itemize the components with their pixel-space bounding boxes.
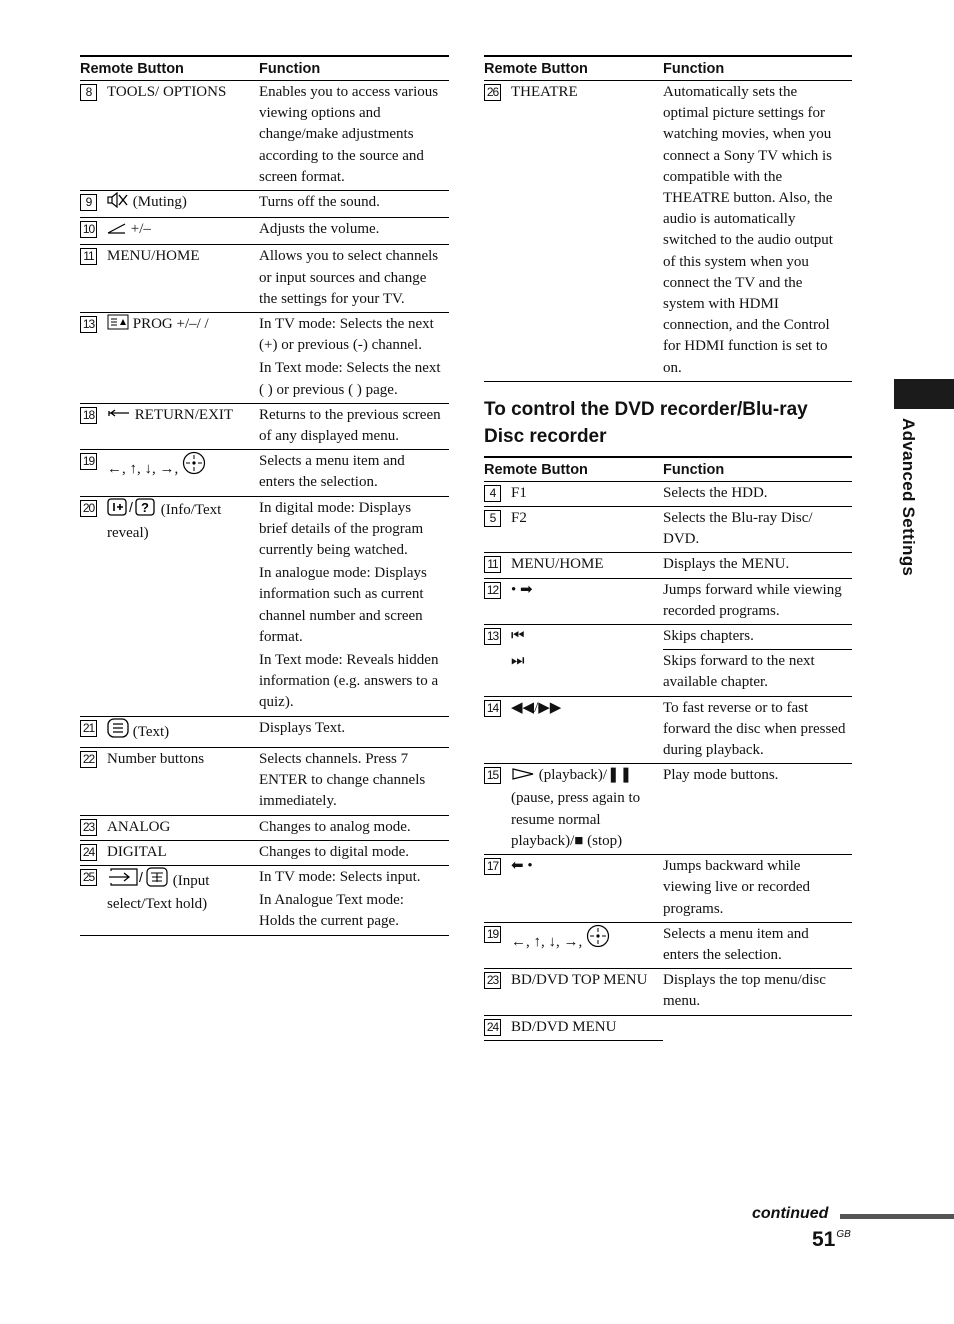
header-function: Function bbox=[663, 457, 852, 482]
button-cell-content bbox=[80, 867, 255, 915]
function-text: Changes to digital mode. bbox=[259, 843, 409, 860]
button-number: 12 bbox=[484, 582, 501, 599]
function-text: Selects a menu item and enters the selection. bbox=[259, 453, 405, 491]
remote-button-cell bbox=[484, 764, 663, 855]
button-number: 19 bbox=[80, 453, 97, 470]
table-row bbox=[484, 969, 852, 1015]
button-label: RETURN/EXIT bbox=[134, 406, 234, 423]
table-row bbox=[484, 696, 852, 764]
table-row bbox=[484, 578, 852, 624]
function-text: Turns off the sound. bbox=[259, 194, 380, 211]
remote-button-cell bbox=[484, 481, 663, 506]
page-number bbox=[812, 1228, 851, 1252]
button-cell-content bbox=[484, 1017, 659, 1038]
function-cell bbox=[663, 81, 852, 382]
function-cell bbox=[259, 245, 449, 313]
button-label: TOOLS/ OPTIONS bbox=[107, 84, 227, 100]
remote-button-cell bbox=[80, 865, 259, 935]
side-tab-marker bbox=[894, 379, 954, 409]
remote-button-cell bbox=[80, 716, 259, 747]
table-row bbox=[80, 245, 449, 313]
button-label: ◀◀/▶▶ bbox=[511, 699, 562, 716]
button-label: (playback)/❚❚ (pause, press again to resume normal playback)/■ (stop) bbox=[511, 767, 641, 849]
function-text: In analogue mode: Displays information such as current channel number and screen format. bbox=[259, 565, 427, 645]
button-label: ←, ↑, ↓, →, bbox=[107, 461, 179, 478]
button-cell-content bbox=[80, 405, 255, 428]
header-remote-button: Remote Button bbox=[484, 457, 663, 482]
function-text: Automatically sets the optimal picture settings for watching movies, when you connect a Sony TV which is compatible with the THEATRE button. Also, the audio is automatically switched to the audio output of this system when you connect the TV and the system with HDMI connection, and the Control for HDMI function is set to on. bbox=[663, 84, 833, 376]
button-label: ⏮ bbox=[511, 628, 525, 645]
function-cell bbox=[259, 450, 449, 496]
remote-button-cell bbox=[80, 496, 259, 716]
function-cell bbox=[663, 764, 852, 855]
button-number: 13 bbox=[484, 628, 501, 645]
button-number: 20 bbox=[80, 500, 97, 517]
button-number: 17 bbox=[484, 858, 501, 875]
remote-button-cell bbox=[80, 450, 259, 496]
button-label-group bbox=[511, 970, 659, 991]
button-cell-content bbox=[80, 192, 255, 215]
table-row bbox=[80, 716, 449, 747]
button-label: ←, ↑, ↓, →, bbox=[511, 933, 583, 950]
table-row bbox=[80, 218, 449, 245]
function-cell bbox=[663, 969, 852, 1015]
button-number: 26 bbox=[484, 84, 501, 101]
button-number: 13 bbox=[80, 316, 97, 333]
side-tab-label: Advanced Settings bbox=[899, 418, 918, 577]
button-number: 8 bbox=[80, 84, 97, 101]
button-label-group bbox=[107, 82, 255, 103]
button-label-group bbox=[511, 651, 659, 672]
function-text: Changes to analog mode. bbox=[259, 818, 411, 835]
button-label: (Muting) bbox=[132, 194, 187, 211]
remote-button-cell bbox=[484, 553, 663, 578]
button-label-group bbox=[107, 192, 255, 215]
function-cell bbox=[259, 191, 449, 218]
button-label: (Input select/Text hold) bbox=[107, 872, 210, 913]
button-cell-content bbox=[80, 749, 255, 770]
svg-text:/: / bbox=[139, 868, 143, 885]
function-cell bbox=[259, 840, 449, 865]
button-label: F2 bbox=[511, 510, 527, 527]
button-label-group bbox=[511, 483, 659, 504]
function-text: Displays the MENU. bbox=[663, 556, 790, 573]
button-label-group bbox=[107, 718, 255, 745]
button-label-group bbox=[511, 554, 659, 575]
function-cell bbox=[259, 496, 449, 716]
remote-button-table-right-bottom bbox=[484, 456, 852, 1041]
button-number: 23 bbox=[484, 972, 501, 989]
header-remote-button: Remote Button bbox=[80, 56, 259, 81]
remote-button-cell bbox=[80, 815, 259, 840]
button-cell-content bbox=[484, 698, 659, 719]
function-text: To fast reverse or to fast forward the disc when pressed during playback. bbox=[663, 699, 846, 759]
header-remote-button: Remote Button bbox=[484, 56, 663, 81]
button-label: DIGITAL bbox=[107, 843, 167, 860]
table-row bbox=[80, 496, 449, 716]
return-icon bbox=[107, 407, 131, 428]
button-label: ⬅ • bbox=[511, 858, 533, 875]
button-label-group bbox=[511, 1017, 659, 1038]
button-label: ANALOG bbox=[107, 818, 171, 835]
button-number: 14 bbox=[484, 700, 501, 717]
table-row bbox=[484, 855, 852, 923]
button-number: 11 bbox=[484, 556, 501, 573]
function-text: Enables you to access various viewing options and change/make adjustments according to the source and screen format. bbox=[259, 84, 439, 185]
remote-button-cell bbox=[484, 855, 663, 923]
svg-text:/: / bbox=[129, 498, 133, 515]
remote-button-cell bbox=[80, 191, 259, 218]
button-number: 15 bbox=[484, 767, 501, 784]
table-row bbox=[484, 764, 852, 855]
function-text: In Text mode: Selects the next ( ) or previous ( ) page. bbox=[259, 360, 441, 398]
remote-button-cell bbox=[80, 245, 259, 313]
right-column bbox=[484, 55, 852, 1041]
volume-icon bbox=[107, 221, 127, 242]
button-cell-content bbox=[484, 856, 659, 877]
function-text: Selects the HDD. bbox=[663, 484, 768, 501]
button-label-group bbox=[511, 580, 659, 601]
remote-button-cell bbox=[484, 1015, 663, 1040]
table-row bbox=[80, 403, 449, 449]
button-cell-content bbox=[484, 82, 659, 103]
remote-button-cell bbox=[484, 507, 663, 553]
remote-button-cell bbox=[484, 578, 663, 624]
function-text: Allows you to select channels or input sources and change the settings for your TV. bbox=[259, 248, 439, 307]
button-cell-content bbox=[484, 580, 659, 601]
button-cell-content bbox=[80, 842, 255, 863]
button-label-group bbox=[107, 749, 255, 770]
button-label: THEATRE bbox=[511, 84, 578, 100]
button-label-group bbox=[511, 508, 659, 529]
button-label-group bbox=[511, 856, 659, 877]
remote-button-cell bbox=[484, 625, 663, 650]
function-text: In Analogue Text mode: Holds the current page. bbox=[259, 892, 404, 930]
function-text: Jumps backward while viewing live or recorded programs. bbox=[663, 858, 811, 917]
button-number: 23 bbox=[80, 819, 97, 836]
table-row bbox=[80, 815, 449, 840]
function-cell bbox=[663, 625, 852, 650]
page-number-suffix: GB bbox=[836, 1229, 851, 1240]
remote-button-cell bbox=[80, 403, 259, 449]
function-cell bbox=[663, 1015, 852, 1040]
button-label: PROG +/–/ / bbox=[132, 316, 209, 333]
button-label: BD/DVD TOP MENU bbox=[511, 972, 648, 989]
table-row bbox=[80, 191, 449, 218]
function-cell bbox=[259, 81, 449, 191]
button-number: 9 bbox=[80, 194, 97, 211]
input-hold-icon bbox=[107, 867, 169, 894]
button-label-group bbox=[107, 498, 255, 544]
svg-text:?: ? bbox=[141, 499, 149, 515]
table-row bbox=[484, 81, 852, 382]
remote-button-cell bbox=[484, 696, 663, 764]
table-row bbox=[80, 840, 449, 865]
left-column bbox=[80, 55, 449, 936]
button-cell-content bbox=[80, 498, 255, 544]
remote-button-cell bbox=[484, 922, 663, 968]
button-label-group bbox=[511, 765, 659, 852]
function-cell bbox=[663, 553, 852, 578]
button-label: F1 bbox=[511, 484, 527, 501]
button-cell-content bbox=[484, 765, 659, 852]
table-row bbox=[484, 553, 852, 578]
remote-button-table-left bbox=[80, 55, 449, 936]
button-label: BD/DVD MENU bbox=[511, 1018, 617, 1035]
continued-bar bbox=[840, 1214, 954, 1219]
function-cell bbox=[259, 865, 449, 935]
muting-icon bbox=[107, 192, 129, 215]
button-number: 5 bbox=[484, 510, 501, 527]
page-up-down-icon bbox=[107, 314, 129, 337]
table-row bbox=[80, 313, 449, 404]
button-cell-content bbox=[484, 924, 659, 955]
function-cell bbox=[259, 716, 449, 747]
header-function: Function bbox=[259, 56, 449, 81]
button-label-group bbox=[107, 405, 255, 428]
remote-button-cell bbox=[484, 650, 663, 696]
button-label: (Info/Text reveal) bbox=[107, 501, 222, 541]
button-label-group bbox=[511, 924, 659, 955]
section-title: To control the DVD recorder/Blu-ray Disc recorder bbox=[484, 398, 808, 447]
function-text: Returns to the previous screen of any displayed menu. bbox=[259, 406, 441, 445]
function-text: Adjusts the volume. bbox=[259, 221, 380, 238]
table-row bbox=[80, 747, 449, 815]
remote-button-cell bbox=[80, 840, 259, 865]
button-cell-content bbox=[484, 651, 659, 672]
button-number: 22 bbox=[80, 751, 97, 768]
left-table-body bbox=[80, 81, 449, 936]
button-label-group bbox=[511, 626, 659, 647]
function-text: Selects channels. Press 7 ENTER to change channels immediately. bbox=[259, 750, 426, 810]
button-number: 19 bbox=[484, 926, 501, 943]
table-row bbox=[80, 450, 449, 496]
button-cell-content bbox=[80, 82, 255, 103]
button-cell-content bbox=[484, 508, 659, 529]
table-row bbox=[80, 865, 449, 935]
button-number: 18 bbox=[80, 407, 97, 424]
function-cell bbox=[259, 815, 449, 840]
info-reveal-icon bbox=[107, 498, 157, 523]
function-text: Selects the Blu-ray Disc/ DVD. bbox=[663, 510, 813, 548]
button-label: Number buttons bbox=[107, 750, 205, 767]
function-text: In TV mode: Selects input. bbox=[259, 868, 421, 885]
function-text: Play mode buttons. bbox=[663, 767, 779, 784]
function-cell bbox=[663, 696, 852, 764]
page-number-value: 51 bbox=[812, 1228, 836, 1251]
text-icon bbox=[107, 718, 129, 745]
button-number: 10 bbox=[80, 221, 97, 238]
function-cell bbox=[259, 218, 449, 245]
button-label: • ➡ bbox=[511, 581, 533, 598]
function-text: Selects a menu item and enters the selection. bbox=[663, 925, 809, 963]
button-label-group bbox=[107, 451, 255, 482]
function-cell bbox=[663, 922, 852, 968]
function-text: Skips forward to the next available chapter. bbox=[663, 653, 815, 691]
button-cell-content bbox=[484, 554, 659, 575]
function-cell bbox=[663, 507, 852, 553]
button-number: 24 bbox=[80, 844, 97, 861]
right-bottom-table-body bbox=[484, 481, 852, 1040]
button-label: MENU/HOME bbox=[107, 248, 200, 265]
remote-button-table-right-top bbox=[484, 55, 852, 382]
function-cell bbox=[259, 747, 449, 815]
table-row bbox=[484, 1015, 852, 1040]
function-cell bbox=[663, 855, 852, 923]
table-row bbox=[484, 481, 852, 506]
function-text: Jumps forward while viewing recorded programs. bbox=[663, 581, 842, 619]
button-cell-content bbox=[484, 483, 659, 504]
button-cell-content bbox=[484, 626, 659, 647]
button-label-group bbox=[107, 867, 255, 915]
right-top-table-body bbox=[484, 81, 852, 382]
header-function: Function bbox=[663, 56, 852, 81]
remote-button-cell bbox=[80, 747, 259, 815]
button-label-group bbox=[107, 219, 255, 242]
remote-button-cell bbox=[80, 218, 259, 245]
button-number: 11 bbox=[80, 248, 97, 265]
function-cell bbox=[259, 403, 449, 449]
button-number: 25 bbox=[80, 869, 97, 886]
play-icon bbox=[511, 767, 535, 788]
function-cell bbox=[663, 578, 852, 624]
remote-button-cell bbox=[484, 969, 663, 1015]
button-cell-content bbox=[80, 246, 255, 267]
button-cell-content bbox=[80, 718, 255, 745]
continued-label: continued bbox=[752, 1205, 829, 1222]
button-number: 24 bbox=[484, 1019, 501, 1036]
button-label-group bbox=[511, 82, 659, 103]
button-number: 4 bbox=[484, 485, 501, 502]
function-text: Displays the top menu/disc menu. bbox=[663, 972, 826, 1010]
table-row bbox=[80, 81, 449, 191]
button-label-group bbox=[511, 698, 659, 719]
button-cell-content bbox=[80, 451, 255, 482]
function-cell bbox=[259, 313, 449, 404]
button-cell-content bbox=[80, 314, 255, 337]
table-row bbox=[484, 650, 852, 696]
function-text: In Text mode: Reveals hidden information (e.g. answers to a quiz). bbox=[259, 652, 439, 711]
remote-button-cell bbox=[80, 313, 259, 404]
button-cell-content bbox=[80, 817, 255, 838]
button-label: (Text) bbox=[132, 723, 170, 740]
function-text: In digital mode: Displays brief details of the program currently being watched. bbox=[259, 499, 424, 559]
button-label: ⏭ bbox=[511, 652, 525, 669]
table-row bbox=[484, 507, 852, 553]
button-label: +/– bbox=[130, 221, 151, 238]
button-label-group bbox=[107, 246, 255, 267]
button-cell-content bbox=[80, 219, 255, 242]
button-cell-content bbox=[484, 970, 659, 991]
button-label-group bbox=[107, 842, 255, 863]
enter-icon bbox=[586, 924, 610, 955]
enter-icon bbox=[182, 451, 206, 482]
function-text: In TV mode: Selects the next (+) or previous (-) channel. bbox=[259, 316, 434, 354]
remote-button-cell bbox=[484, 81, 663, 382]
button-label-group bbox=[107, 817, 255, 838]
button-label: MENU/HOME bbox=[511, 556, 604, 573]
function-text: Displays Text. bbox=[259, 719, 346, 736]
button-number: 21 bbox=[80, 720, 97, 737]
table-row bbox=[484, 922, 852, 968]
remote-button-cell bbox=[80, 81, 259, 191]
button-label-group bbox=[107, 314, 255, 337]
function-text: Skips chapters. bbox=[663, 628, 754, 645]
function-cell bbox=[663, 481, 852, 506]
function-cell bbox=[663, 650, 852, 696]
table-row bbox=[484, 625, 852, 650]
